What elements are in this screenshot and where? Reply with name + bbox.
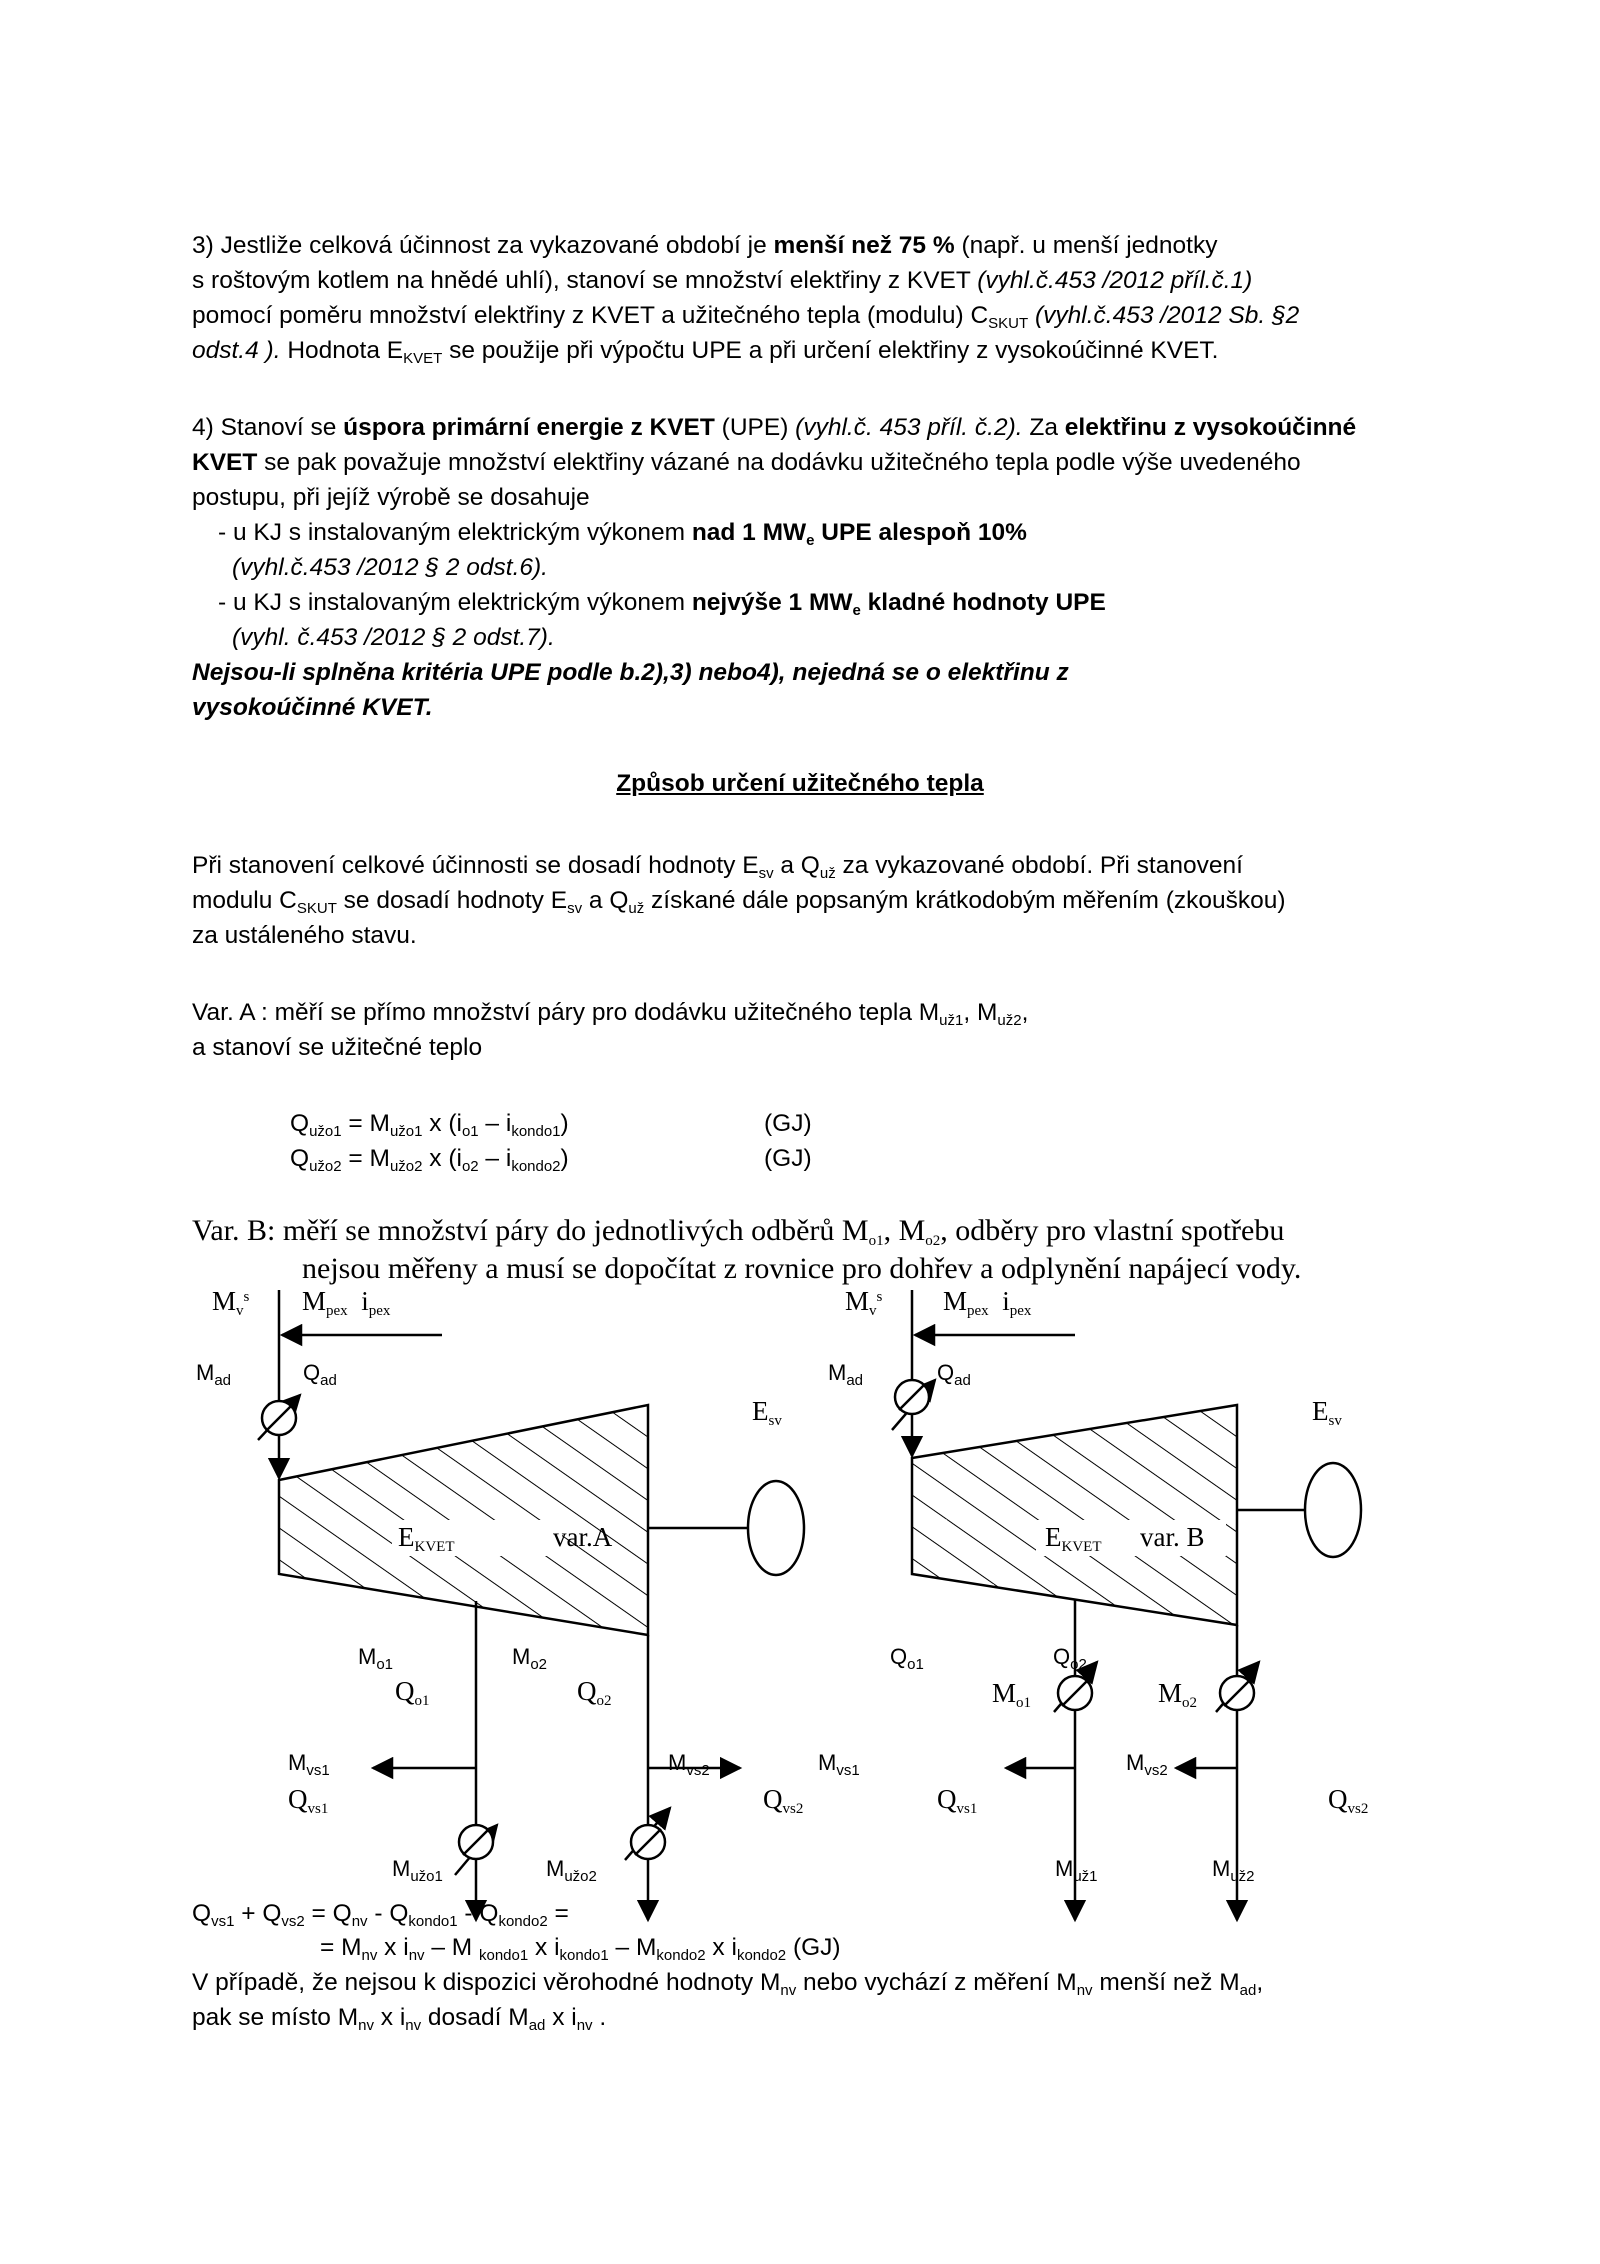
label-mvs1-a: $M_{vs1}$ [288, 1750, 330, 1779]
para1-line3: za ustáleného stavu. [192, 922, 417, 949]
text-run: x i [373, 2004, 406, 2031]
formula2-unit: (GJ) [764, 1145, 812, 1172]
section4-line9: vysokoúčinné KVET. [192, 694, 433, 721]
subscript: kondo1 [479, 1947, 529, 1964]
label-muz2-b: $M_{už2}$ [1212, 1856, 1255, 1885]
text-run: , [1256, 1969, 1264, 1996]
varB-line2: nejsou měřeny a musí se dopočítat z rovnice pro dohřev a odplynění napájecí vody. [302, 1252, 1302, 1285]
label-var-b: var. B [1140, 1522, 1205, 1552]
label-muzo1-a: $M_{užo1}$ [392, 1856, 443, 1885]
subscript: nv [1076, 1982, 1093, 1999]
text-run: nebo vychází z měření M [796, 1969, 1077, 1996]
label-mad-b: $M_{ad}$ [828, 1360, 864, 1389]
balance-equation-line1 [192, 1896, 569, 1931]
text-run: menší než M [1092, 1969, 1240, 1996]
balance-note-line1 [192, 1965, 1263, 2000]
text-run: = M [320, 1934, 362, 1961]
subscript: nv [361, 1947, 378, 1964]
text-run: . [592, 2004, 607, 2031]
label-ekvet-a: $E_{KVET}$ [398, 1522, 455, 1555]
subscript: nv [780, 1982, 797, 1999]
label-qvs1-a: $Q_{vs1}$ [288, 1784, 329, 1817]
diagram-a [258, 1286, 804, 1920]
section4-line2: KVET se pak považuje množství elektřiny vázané na dodávku užitečného tepla podle výše uvedeného [192, 449, 1301, 476]
label-mv-a: $M_v^s$ [212, 1286, 250, 1319]
label-qad-b: $Q_{ad}$ [937, 1360, 971, 1389]
label-mvs2-b: $M_{vs2}$ [1126, 1750, 1168, 1779]
subscript: nv [358, 2017, 374, 2034]
text-run: Q [192, 1900, 212, 1927]
text-run: - Q [457, 1900, 499, 1927]
generator-b [1305, 1463, 1361, 1557]
label-mo2-a: $M_{o2}$ [512, 1644, 548, 1673]
section4-line5: (vyhl.č.453 /2012 § 2 odst.6). [232, 554, 548, 581]
subscript: nv [408, 1947, 425, 1964]
subscript: vs1 [211, 1913, 235, 1930]
subscript: ad [1239, 1982, 1257, 1999]
section4-line1: 4) Stanoví se úspora primární energie z KVET (UPE) (vyhl.č. 453 příl. č.2). Za elektřinu z vysokoúčinné [192, 414, 1357, 441]
varA-line2: a stanoví se užitečné teplo [192, 1034, 483, 1061]
label-mvs2-a: $M_{vs2}$ [668, 1750, 710, 1779]
label-var-a: var.A [553, 1522, 613, 1552]
label-muz1-b: $M_{už1}$ [1055, 1856, 1098, 1885]
label-mad-a: $M_{ad}$ [196, 1360, 232, 1389]
text-run: x i [377, 1934, 409, 1961]
subscript: ad [528, 2017, 546, 2034]
text-run: x i [705, 1934, 737, 1961]
section4-line4: - u KJ s instalovaným elektrickým výkonem nad 1 $MW_e$ UPE alespoň 10% [218, 519, 1027, 549]
text-run: x i [545, 2004, 577, 2031]
label-qo1-a: $Q_{o1}$ [395, 1676, 430, 1709]
section3-line2: s roštovým kotlem na hnědé uhlí), stanoví se množství elektřiny z KVET (vyhl.č.453 /2012 příl.č.1) [192, 267, 1253, 294]
text-run: - Q [367, 1900, 409, 1927]
para1-line2: modulu $C_{SKUT}$ se dosadí hodnoty $E_{sv}$ a $Q_{už}$ získané dále popsaným krátkodobým měřením (zkouškou) [192, 887, 1286, 917]
label-mo1-b: $M_{o1}$ [992, 1678, 1032, 1711]
text-run: x i [528, 1934, 560, 1961]
subscript: nv [405, 2017, 422, 2034]
label-ekvet-b: $E_{KVET}$ [1045, 1522, 1102, 1555]
formula-qużo2: $Q_{užo2} = M_{užo2}$ x $(i_{o2} - i_{kondo2})$ [290, 1145, 569, 1175]
subscript: vs2 [281, 1913, 305, 1930]
text-run: (GJ) [786, 1934, 841, 1961]
label-esv-b: $E_{sv}$ [1312, 1396, 1342, 1429]
text-run: pak se místo M [192, 2004, 359, 2031]
label-qo2-b: $Q_{o2}$ [1053, 1644, 1087, 1673]
label-qo2-a: $Q_{o2}$ [577, 1676, 612, 1709]
text-run: – M [608, 1934, 657, 1961]
label-qvs2-a: $Q_{vs2}$ [763, 1784, 804, 1817]
subscript: kondo1 [559, 1947, 609, 1964]
text-run: dosadí M [421, 2004, 529, 2031]
section3-line4: odst.4 ). Hodnota $E_{KVET}$ se použije při výpočtu UPE a při určení elektřiny z vysokoúčinné KVET. [192, 337, 1219, 367]
label-qad-a: $Q_{ad}$ [303, 1360, 337, 1389]
label-mo2-b: $M_{o2}$ [1158, 1678, 1198, 1711]
section4-line8: Nejsou-li splněna kritéria UPE podle b.2),3) nebo4), nejedná se o elektřinu z [192, 659, 1069, 686]
section3-line1: 3) Jestliže celková účinnost za vykazované období je menší než 75 % (např. u menší jednotky [192, 232, 1218, 259]
section-heading: Způsob určení užitečného tepla [616, 770, 984, 797]
generator-a [748, 1481, 804, 1575]
label-qo1-b: $Q_{o1}$ [890, 1644, 924, 1673]
subscript: kondo2 [736, 1947, 787, 1964]
label-qvs2-b: $Q_{vs2}$ [1328, 1784, 1369, 1817]
section3-line3: pomocí poměru množství elektřiny z KVET a užitečného tepla (modulu) $C_{SKUT}$ (vyhl.č.453 /2012 Sb. §2 [192, 302, 1300, 332]
text-run: = [547, 1900, 569, 1927]
subscript: kondo1 [408, 1913, 458, 1930]
section4-line6: - u KJ s instalovaným elektrickým výkonem nejvýše 1 $MW_e$ kladné hodnoty UPE [218, 589, 1106, 619]
balance-equation-line2 [320, 1930, 841, 1965]
label-esv-a: $E_{sv}$ [752, 1396, 782, 1429]
text-run: – M [424, 1934, 479, 1961]
section4-line7: (vyhl. č.453 /2012 § 2 odst.7). [232, 624, 555, 651]
subscript: nv [576, 2017, 593, 2034]
label-muzo2-a: $M_{užo2}$ [546, 1856, 597, 1885]
varA-line1: Var. A : měří se přímo množství páry pro dodávku užitečného tepla $M_{už1}$, $M_{už2}$, [192, 999, 1029, 1029]
text-run: V případě, že nejsou k dispozici věrohodné hodnoty M [192, 1969, 781, 1996]
turbine-b [912, 1405, 1237, 1625]
label-mpex-b: $M_{pex}$ $i_{pex}$ [943, 1286, 1032, 1319]
label-qvs1-b: $Q_{vs1}$ [937, 1784, 978, 1817]
varB-line1: Var. B: měří se množství páry do jednotlivých odběrů $M_{o1}$, $M_{o2}$, odběry pro vlastní spotřebu [192, 1214, 1285, 1249]
label-mvs1-b: $M_{vs1}$ [818, 1750, 860, 1779]
section4-line3: postupu, při jejíž výrobě se dosahuje [192, 484, 590, 511]
label-mv-b: $M_v^s$ [845, 1286, 883, 1319]
text-run: = Q [304, 1900, 352, 1927]
subscript: kondo2 [656, 1947, 706, 1964]
subscript: nv [351, 1913, 368, 1930]
para1-line1: Při stanovení celkové účinnosti se dosadí hodnoty $E_{sv}$ a $Q_{už}$ za vykazované období. Při stanovení [192, 852, 1243, 882]
formula1-unit: (GJ) [764, 1110, 812, 1137]
balance-note-line2 [192, 2000, 606, 2035]
subscript: kondo2 [498, 1913, 548, 1930]
formula-qużo1: $Q_{užo1} = M_{užo1}$ x $(i_{o1} - i_{kondo1})$ [290, 1110, 569, 1140]
label-mo1-a: $M_{o1}$ [358, 1644, 394, 1673]
text-run: + Q [234, 1900, 282, 1927]
label-mpex-a: $M_{pex}$ $i_{pex}$ [302, 1286, 391, 1319]
